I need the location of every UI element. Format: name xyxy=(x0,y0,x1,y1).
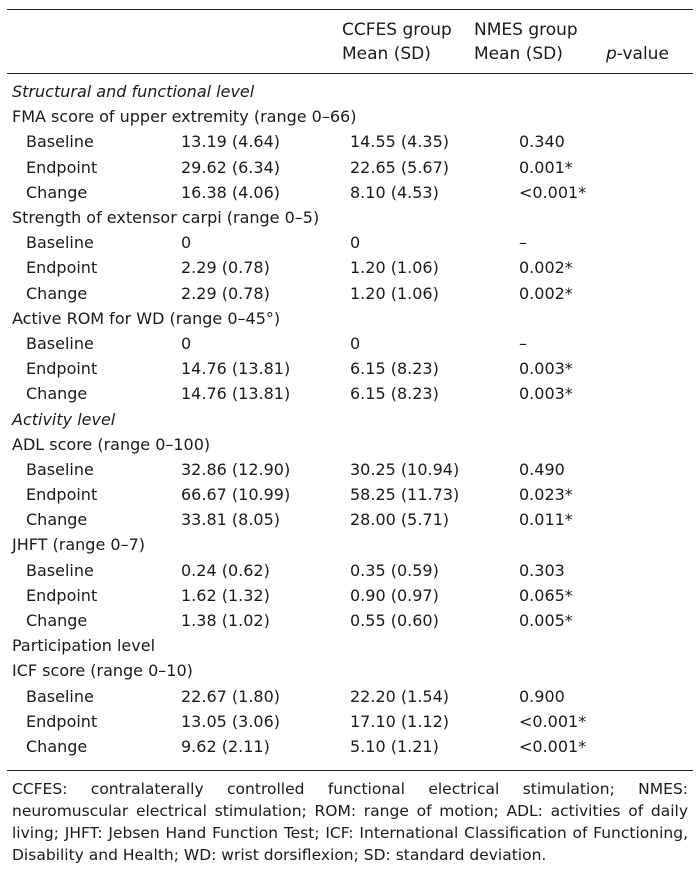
group-label: Active ROM for WD (range 0–45°) xyxy=(12,308,281,328)
ccfes-value: 13.05 (3.06) xyxy=(181,711,280,731)
p-value: <0.001* xyxy=(519,182,587,202)
nmes-value: 22.20 (1.54) xyxy=(350,686,449,706)
table-row xyxy=(12,684,688,709)
row-label: Endpoint xyxy=(26,258,98,278)
table-row xyxy=(12,255,688,280)
ccfes-value: 0 xyxy=(181,233,192,253)
row-label: Baseline xyxy=(26,132,94,152)
ccfes-value: 1.38 (1.02) xyxy=(181,611,270,631)
table-row xyxy=(12,155,688,180)
results-table xyxy=(12,79,688,759)
p-value: 0.005* xyxy=(519,611,573,631)
bottom-rule xyxy=(7,770,693,771)
nmes-value: 0 xyxy=(350,333,361,353)
row-label: Change xyxy=(26,510,88,530)
header-ccfes xyxy=(342,18,452,66)
section-label: Activity level xyxy=(12,409,116,429)
table-row xyxy=(12,129,688,154)
row-label: Change xyxy=(26,384,88,404)
table-row xyxy=(12,709,688,734)
p-value: <0.001* xyxy=(519,711,587,731)
group-heading-row xyxy=(12,205,688,230)
section-heading-row xyxy=(12,406,688,431)
p-value: 0.340 xyxy=(519,132,565,152)
group-heading-row xyxy=(12,633,688,658)
header-pvalue-rest: -value xyxy=(616,44,669,64)
header-ccfes-group: CCFES group xyxy=(342,20,452,40)
p-value: 0.023* xyxy=(519,485,573,505)
nmes-value: 22.65 (5.67) xyxy=(350,157,449,177)
nmes-value: 0.55 (0.60) xyxy=(350,611,439,631)
nmes-value: 0 xyxy=(350,233,361,253)
table-footnote: CCFES: contralaterally controlled functional electrical stimulation; NMES: neuromuscular electrical stimulation; ROM: range of motion; ADL: activities of daily living; JHFT: Jebsen Hand Function Test; ICF: International Classification of Functioning, Disability and Health; WD: wrist dorsiflexion; SD: standard deviation. xyxy=(12,780,688,864)
table-row xyxy=(12,331,688,356)
row-label: Endpoint xyxy=(26,711,98,731)
p-value: 0.003* xyxy=(519,384,573,404)
ccfes-value: 22.67 (1.80) xyxy=(181,686,280,706)
table-row xyxy=(12,608,688,633)
nmes-value: 28.00 (5.71) xyxy=(350,510,449,530)
row-label: Baseline xyxy=(26,560,94,580)
row-label: Endpoint xyxy=(26,585,98,605)
ccfes-value: 1.62 (1.32) xyxy=(181,585,270,605)
ccfes-value: 9.62 (2.11) xyxy=(181,736,270,756)
group-label: JHFT (range 0–7) xyxy=(12,535,145,555)
header-pvalue xyxy=(606,42,669,66)
p-value: 0.002* xyxy=(519,283,573,303)
p-value: 0.490 xyxy=(519,459,565,479)
row-label: Endpoint xyxy=(26,485,98,505)
ccfes-value: 32.86 (12.90) xyxy=(181,459,291,479)
group-label: ADL score (range 0–100) xyxy=(12,434,211,454)
group-heading-row xyxy=(12,432,688,457)
ccfes-value: 16.38 (4.06) xyxy=(181,182,280,202)
nmes-value: 8.10 (4.53) xyxy=(350,182,439,202)
table-row xyxy=(12,180,688,205)
group-label: Strength of extensor carpi (range 0–5) xyxy=(12,208,320,228)
table-row xyxy=(12,507,688,532)
row-label: Baseline xyxy=(26,333,94,353)
table-row xyxy=(12,558,688,583)
header-ccfes-stat: Mean (SD) xyxy=(342,44,431,64)
p-value: 0.303 xyxy=(519,560,565,580)
ccfes-value: 14.76 (13.81) xyxy=(181,384,291,404)
nmes-value: 17.10 (1.12) xyxy=(350,711,449,731)
nmes-value: 6.15 (8.23) xyxy=(350,359,439,379)
ccfes-value: 2.29 (0.78) xyxy=(181,283,270,303)
p-value: 0.900 xyxy=(519,686,565,706)
ccfes-value: 29.62 (6.34) xyxy=(181,157,280,177)
row-label: Change xyxy=(26,736,88,756)
nmes-value: 0.35 (0.59) xyxy=(350,560,439,580)
ccfes-value: 0.24 (0.62) xyxy=(181,560,270,580)
results-table-body xyxy=(12,79,688,759)
group-heading-row xyxy=(12,104,688,129)
header-nmes-stat: Mean (SD) xyxy=(474,44,563,64)
section-label: Structural and functional level xyxy=(12,82,255,102)
row-label: Change xyxy=(26,611,88,631)
table-row xyxy=(12,482,688,507)
ccfes-value: 2.29 (0.78) xyxy=(181,258,270,278)
row-label: Change xyxy=(26,283,88,303)
p-value: – xyxy=(519,233,527,253)
nmes-value: 58.25 (11.73) xyxy=(350,485,460,505)
header-nmes xyxy=(474,18,578,66)
table-row xyxy=(12,381,688,406)
p-value: – xyxy=(519,333,527,353)
table-row xyxy=(12,583,688,608)
p-value: <0.001* xyxy=(519,736,587,756)
table-row xyxy=(12,230,688,255)
group-label: Participation level xyxy=(12,636,156,656)
ccfes-value: 33.81 (8.05) xyxy=(181,510,280,530)
row-label: Baseline xyxy=(26,686,94,706)
group-heading-row xyxy=(12,306,688,331)
header-nmes-group: NMES group xyxy=(474,20,578,40)
table-row xyxy=(12,281,688,306)
p-value: 0.003* xyxy=(519,359,573,379)
top-rule xyxy=(7,9,693,10)
table-row xyxy=(12,734,688,759)
table-row xyxy=(12,457,688,482)
row-label: Baseline xyxy=(26,459,94,479)
nmes-value: 5.10 (1.21) xyxy=(350,736,439,756)
header-pvalue-italic: p xyxy=(606,44,617,64)
row-label: Endpoint xyxy=(26,157,98,177)
ccfes-value: 66.67 (10.99) xyxy=(181,485,291,505)
nmes-value: 6.15 (8.23) xyxy=(350,384,439,404)
nmes-value: 14.55 (4.35) xyxy=(350,132,449,152)
p-value: 0.001* xyxy=(519,157,573,177)
nmes-value: 30.25 (10.94) xyxy=(350,459,460,479)
section-heading-row xyxy=(12,79,688,104)
ccfes-value: 0 xyxy=(181,333,192,353)
ccfes-value: 13.19 (4.64) xyxy=(181,132,280,152)
p-value: 0.002* xyxy=(519,258,573,278)
row-label: Endpoint xyxy=(26,359,98,379)
group-label: FMA score of upper extremity (range 0–66) xyxy=(12,107,357,127)
p-value: 0.065* xyxy=(519,585,573,605)
header-rule xyxy=(7,73,693,74)
nmes-value: 1.20 (1.06) xyxy=(350,258,439,278)
group-heading-row xyxy=(12,658,688,683)
row-label: Change xyxy=(26,182,88,202)
group-label: ICF score (range 0–10) xyxy=(12,661,193,681)
nmes-value: 0.90 (0.97) xyxy=(350,585,439,605)
p-value: 0.011* xyxy=(519,510,573,530)
ccfes-value: 14.76 (13.81) xyxy=(181,359,291,379)
table-row xyxy=(12,356,688,381)
row-label: Baseline xyxy=(26,233,94,253)
group-heading-row xyxy=(12,532,688,557)
nmes-value: 1.20 (1.06) xyxy=(350,283,439,303)
